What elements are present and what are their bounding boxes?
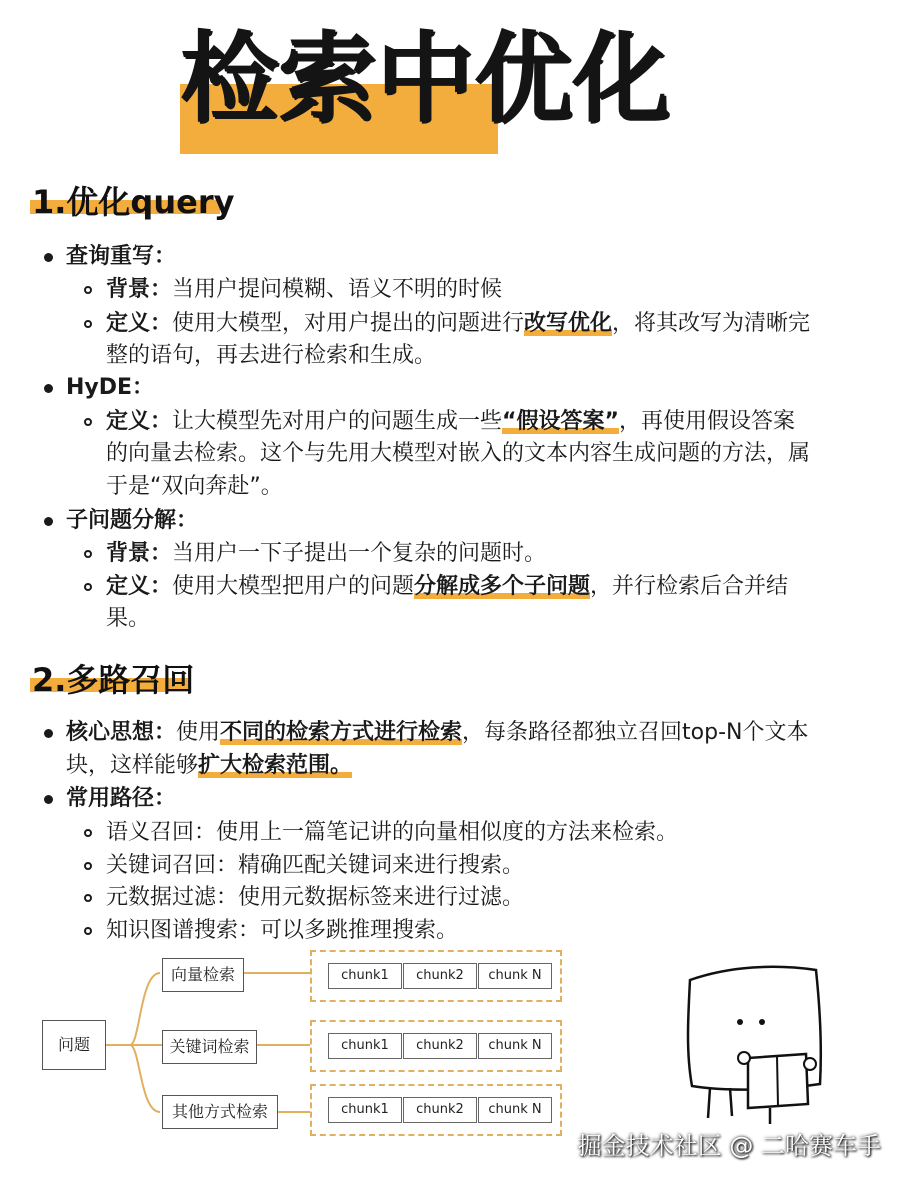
item-label: HyDE： (66, 375, 155, 400)
sub-bullet (84, 894, 92, 902)
sub-text: 让大模型先对用户的问题生成一些 (172, 409, 503, 434)
sub-text: 当用户一下子提出一个复杂的问题时。 (172, 541, 547, 566)
core-text: 使用 (176, 720, 221, 745)
chunk-group (310, 950, 562, 1002)
sub-text: ，再使用假设答案 (618, 409, 795, 434)
chunk-box: chunk1 (328, 963, 402, 989)
page-title-block (180, 22, 720, 137)
core-text: ，每条路径都独立召回top-N个文本 (462, 720, 809, 745)
sub-bullet (84, 550, 92, 558)
diagram-branch: 向量检索 (162, 958, 244, 992)
bullet (44, 517, 53, 526)
chunk-box: chunk1 (328, 1033, 402, 1059)
sub-text-cont: 果。 (106, 606, 151, 631)
sub-bullet (84, 418, 92, 426)
path-item: 语义召回：使用上一篇笔记讲的向量相似度的方法来检索。 (106, 820, 679, 845)
chunk-group (310, 1020, 562, 1072)
chunk-box: chunk2 (403, 1097, 477, 1123)
item-label: 查询重写： (66, 244, 177, 269)
sub-text: 使用大模型，对用户提出的问题进行 (172, 311, 525, 336)
sub-label: 背景： (106, 541, 173, 566)
sub-bullet (84, 286, 92, 294)
sub-item (106, 308, 810, 340)
bullet (44, 795, 53, 804)
sub-text: ，将其改写为清晰完 (612, 311, 811, 336)
sub-item (106, 406, 795, 438)
sub-item (106, 538, 546, 570)
sub-bullet (84, 583, 92, 591)
sub-bullet (84, 829, 92, 837)
sub-item (106, 571, 788, 603)
chunk-box: chunk2 (403, 963, 477, 989)
paths-label: 常用路径： (66, 786, 177, 811)
sub-label: 定义： (106, 409, 173, 434)
bullet (44, 384, 53, 393)
highlight-text: 扩大检索范围。 (198, 753, 353, 778)
path-item: 元数据过滤：使用元数据标签来进行过滤。 (106, 885, 525, 910)
sub-bullet (84, 320, 92, 328)
character-eye (737, 1019, 743, 1025)
chunk-box: chunk N (478, 1097, 552, 1123)
core-idea (66, 717, 809, 749)
highlight-text: 不同的检索方式进行检索 (220, 720, 463, 745)
chunk-box: chunk N (478, 1033, 552, 1059)
bullet (44, 253, 53, 262)
sub-text: 当用户提问模糊、语义不明的时候 (172, 277, 503, 302)
bullet (44, 729, 53, 738)
sub-bullet (84, 862, 92, 870)
core-idea-cont (66, 750, 352, 782)
sub-text-cont: 的向量去检索。这个与先用大模型对嵌入的文本内容生成问题的方法，属 (106, 441, 811, 466)
highlight-text: 分解成多个子问题 (414, 574, 591, 599)
sub-label: 定义： (106, 311, 173, 336)
section2-heading: 2.多路召回 (32, 661, 195, 699)
chunk-box: chunk N (478, 963, 552, 989)
core-label: 核心思想： (66, 720, 177, 745)
sub-text-cont: 整的语句，再去进行检索和生成。 (106, 343, 437, 368)
sub-text-cont: 于是“双向奔赴”。 (106, 474, 283, 499)
character-hand (738, 1052, 750, 1064)
highlight-text: 改写优化 (524, 311, 613, 336)
sub-text: ，并行检索后合并结 (590, 574, 789, 599)
page-title: 检索中优化 (180, 22, 671, 136)
sub-label: 定义： (106, 574, 173, 599)
chunk-box: chunk1 (328, 1097, 402, 1123)
item-label: 子问题分解： (66, 508, 199, 533)
chunk-group (310, 1084, 562, 1136)
sub-label: 背景： (106, 277, 173, 302)
watermark: 掘金技术社区 @ 二哈赛车手 (577, 1132, 881, 1160)
character-eye (759, 1019, 765, 1025)
book-spine (777, 1056, 778, 1106)
section1-heading: 1.优化query (32, 183, 235, 221)
path-item: 关键词召回：精确匹配关键词来进行搜索。 (106, 853, 525, 878)
sub-item (106, 274, 502, 306)
branch-lines (106, 973, 162, 1112)
chunk-box: chunk2 (403, 1033, 477, 1059)
character-hand (804, 1058, 816, 1070)
diagram-branch: 其他方式检索 (162, 1095, 278, 1129)
reading-character-illustration (670, 958, 840, 1128)
path-item: 知识图谱搜索：可以多跳推理搜索。 (106, 918, 459, 943)
sub-text: 使用大模型把用户的问题 (172, 574, 415, 599)
highlight-text: “假设答案” (502, 409, 619, 434)
diagram-branch: 关键词检索 (162, 1030, 257, 1064)
core-text: 块，这样能够 (66, 753, 199, 778)
sub-bullet (84, 927, 92, 935)
diagram-root: 问题 (42, 1020, 106, 1070)
